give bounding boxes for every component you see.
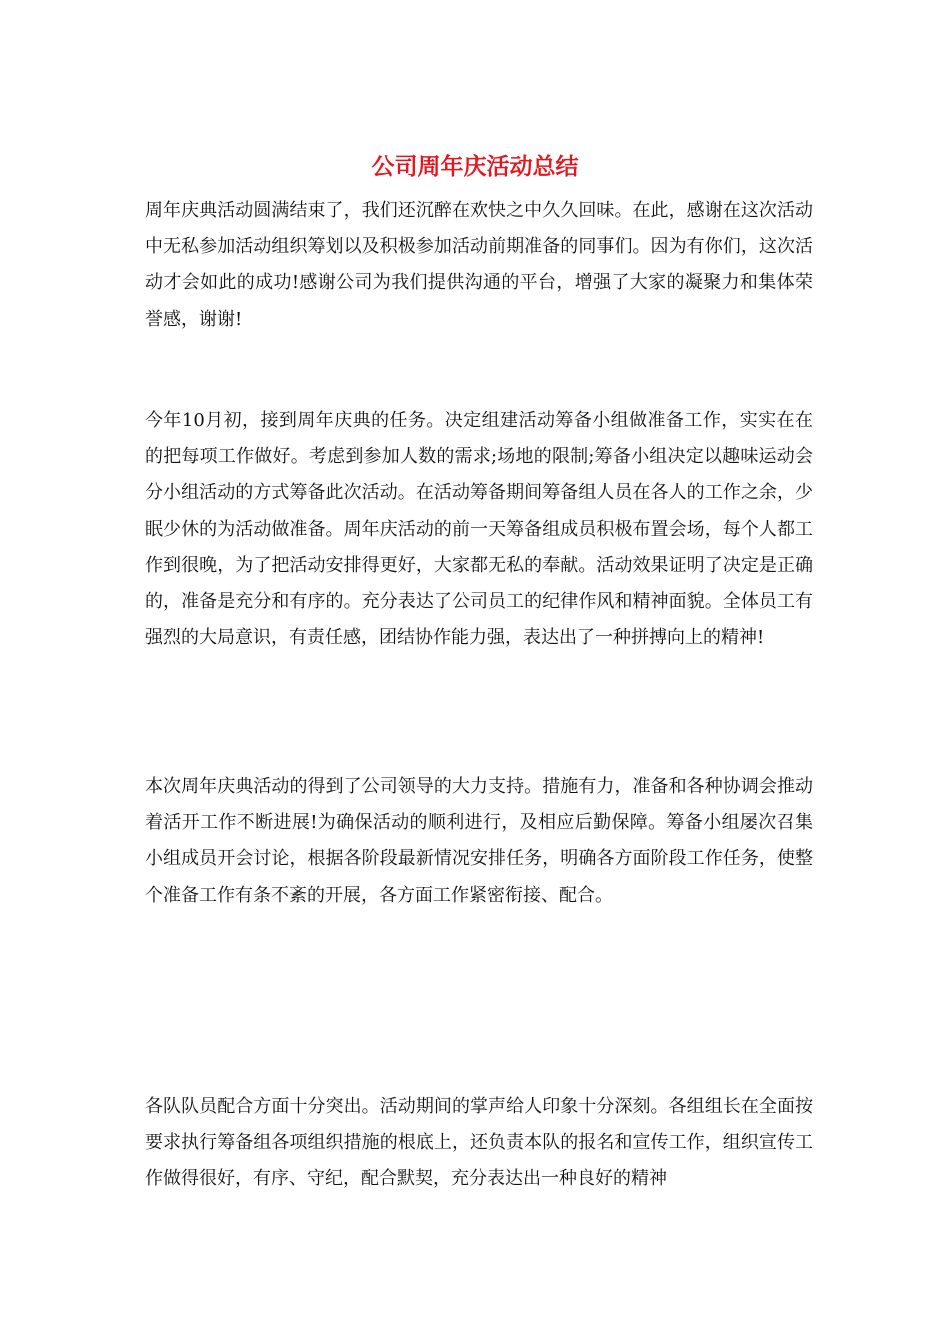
paragraph-leadership-support: 本次周年庆典活动的得到了公司领导的大力支持。措施有力，准备和各种协调会推动着活开工作不断进展!为确保活动的顺利进行，及相应后勤保障。筹备小组屡次召集小组成员开会讨论，根据各阶段最新情况安排任务，明确各方面阶段工作任务，使整个准备工作有条不紊的开展，各方面工作紧密衔接、配合。 — [145, 776, 813, 906]
paragraph-team-cooperation: 各队队员配合方面十分突出。活动期间的掌声给人印象十分深刻。各组组长在全面按要求执行筹备组各项组织措施的根底上，还负责本队的报名和宣传工作，组织宣传工作做得很好，有序、守纪，配合默契，充分表达出一种良好的精神 — [145, 1096, 813, 1190]
paragraph-preparation: 今年10月初，接到周年庆典的任务。决定组建活动筹备小组做准备工作，实实在在的把每项工作做好。考虑到参加人数的需求;场地的限制;筹备小组决定以趣味运动会分小组活动的方式筹备此次活动。在活动筹备期间筹备组人员在各人的工作之余，少眠少休的为活动做准备。周年庆活动的前一天筹备组成员积极布置会场，每个人都工作到很晚，为了把活动安排得更好，大家都无私的奉献。活动效果证明了决定是正确的，准备是充分和有序的。充分表达了公司员工的纪律作风和精神面貌。全体员工有强烈的大局意识，有责任感，团结协作能力强，表达出了一种拼搏向上的精神! — [145, 410, 813, 649]
paragraph-intro: 周年庆典活动圆满结束了，我们还沉醉在欢快之中久久回味。在此，感谢在这次活动中无私参加活动组织筹划以及积极参加活动前期准备的同事们。因为有你们，这次活动才会如此的成功!感谢公司为我们提供沟通的平台，增强了大家的凝聚力和集体荣誉感，谢谢! — [145, 200, 813, 330]
document-title: 公司周年庆活动总结 — [371, 153, 579, 180]
